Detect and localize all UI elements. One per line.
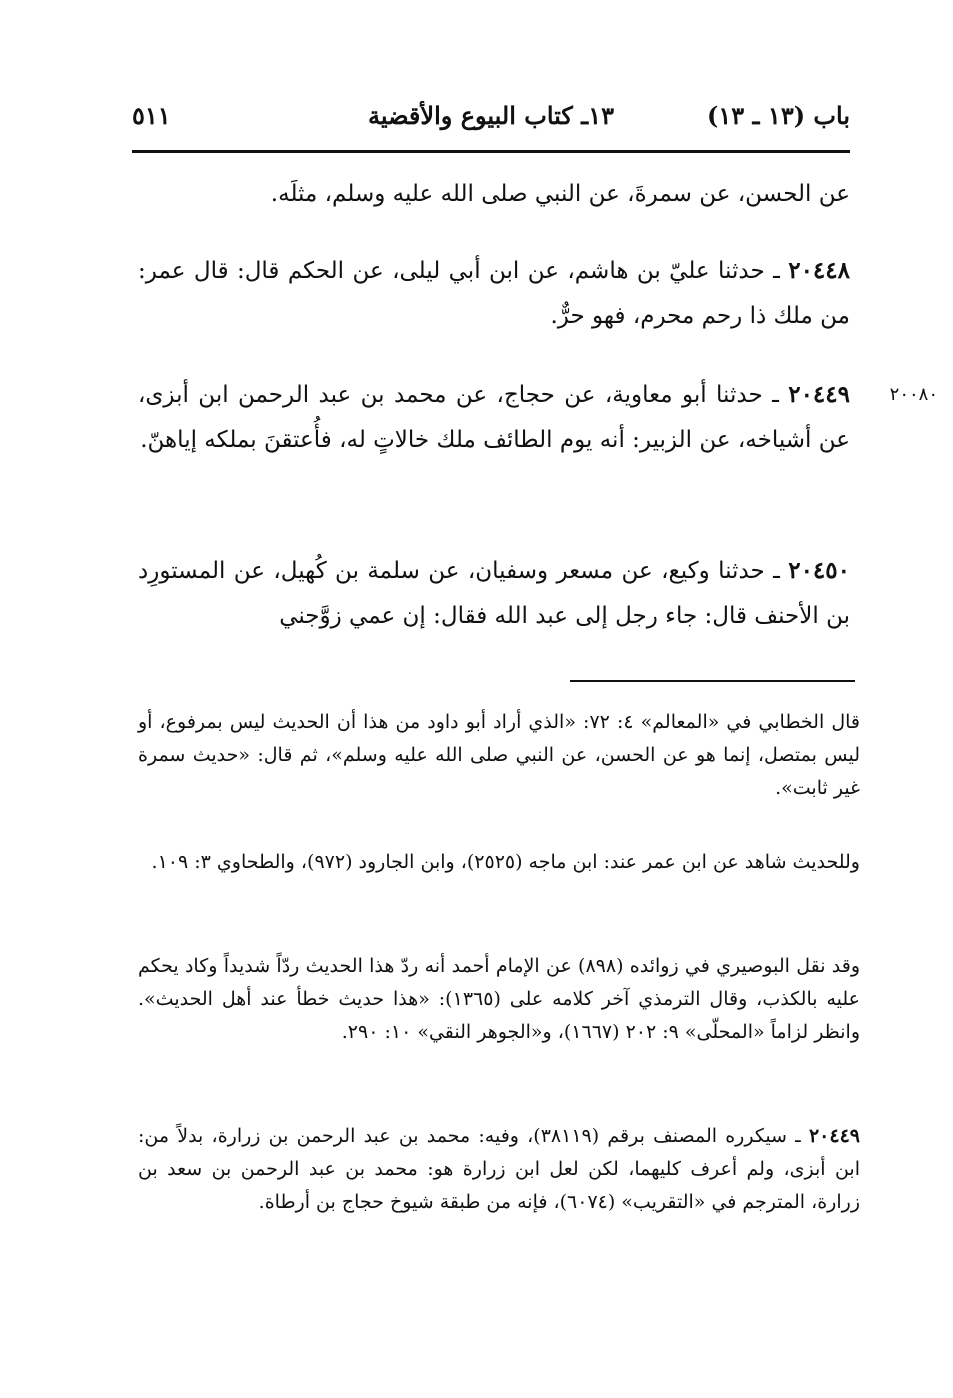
hadith-text: ـ حدثنا عليّ بن هاشم، عن ابن أبي ليلى، عن الحكم قال: قال عمر: من ملك ذا رحم محرم، فهو حرٌّ. (138, 258, 850, 329)
book-title: ١٣ـ كتاب البيوع والأقضية (368, 101, 614, 130)
hadith-20449 (138, 372, 850, 463)
hadith-number: ٢٠٤٥٠ (788, 557, 850, 584)
margin-hadith-number: ٢٠٠٨٠ (889, 384, 938, 405)
continuation-text: عن الحسن، عن سمرةَ، عن النبي صلى الله عليه وسلم، مثلَه. (270, 181, 850, 207)
footnote-khattabi (138, 706, 860, 805)
running-header (132, 92, 850, 153)
hadith-text: ـ حدثنا أبو معاوية، عن حجاج، عن محمد بن عبد الرحمن ابن أبزى، عن أشياخه، عن الزبير: أنه يوم الطائف ملك خالاتٍ له، فأُعتقنَ بملكه إياهنّ. (138, 382, 850, 453)
hadith-number: ٢٠٤٤٩ (788, 381, 850, 408)
hadith-number: ٢٠٤٤٨ (788, 257, 850, 284)
chapter-reference: باب (١٣ ـ ١٣) (707, 101, 850, 130)
footnote-shahid (138, 846, 860, 879)
hadith-20450 (138, 548, 850, 639)
footnote-text: ـ سيكرره المصنف برقم (٣٨١١٩)، وفيه: محمد بن عبد الرحمن بن زرارة، بدلاً من: ابن أبزى، ولم أعرف كليهما، لكن لعل ابن زرارة هو: محمد بن عبد الرحمن بن سعد بن زرارة، المترجم في «التقريب» (٦٠٧٤)، فإنه من طبقة شيوخ حجاج بن أرطاة. (138, 1125, 860, 1213)
footnote-text: قال الخطابي في «المعالم» ٤: ٧٢: «الذي أراد أبو داود من هذا أن الحديث ليس بمرفوع، أو ليس بمتصل، إنما هو عن الحسن، عن النبي صلى الله عليه وسلم»، ثم قال: «حديث سمرة غير ثابت». (138, 711, 860, 799)
hadith-20448 (138, 248, 850, 339)
footnote-20449 (138, 1120, 860, 1219)
footnote-separator (570, 680, 855, 682)
footnote-text: وقد نقل البوصيري في زوائده (٨٩٨) عن الإمام أحمد أنه ردّ هذا الحديث ردّاً شديداً وكاد يحكم عليه بالكذب، وقال الترمذي آخر كلامه على (١٣٦٥): «هذا حديث خطأ عند أهل الحديث». وانظر لزاماً «المحلّى» ٩: ٢٠٢ (١٦٦٧)، و«الجوهر النقي» ١٠: ٢٩٠. (138, 955, 860, 1043)
footnote-text: وللحديث شاهد عن ابن عمر عند: ابن ماجه (٢٥٢٥)، وابن الجارود (٩٧٢)، والطحاوي ٣: ١٠٩. (151, 851, 860, 873)
hadith-continuation (138, 172, 850, 217)
hadith-text: ـ حدثنا وكيع، عن مسعر وسفيان، عن سلمة بن كُهيل، عن المستورِد بن الأحنف قال: جاء رجل إلى عبد الله فقال: إن عمي زوَّجني (138, 558, 850, 629)
footnote-busiri (138, 950, 860, 1049)
page-number: ٥١١ (132, 101, 171, 130)
footnote-hadith-number: ٢٠٤٤٩ (808, 1125, 860, 1147)
